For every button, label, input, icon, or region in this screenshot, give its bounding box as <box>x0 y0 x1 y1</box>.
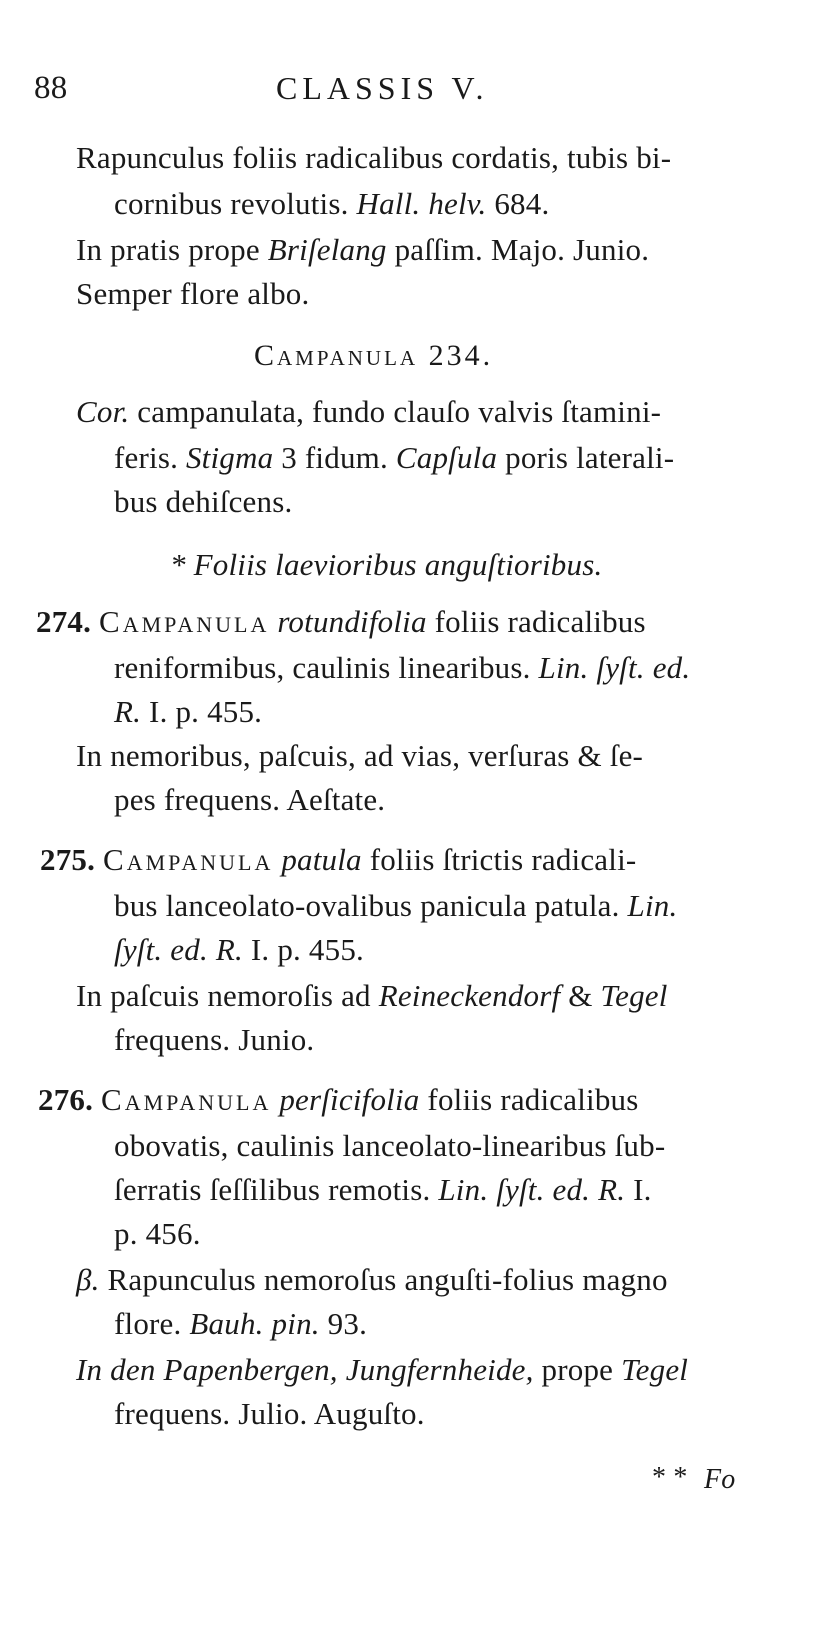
genus-description-line: feris. Stigma 3 fidum. Capſula poris laterali- <box>114 440 675 475</box>
habitat-line: In paſcuis nemoroſis ad Reineckendorf & Tegel <box>76 978 668 1013</box>
habitat-line: In pratis prope Briſelang paſſim. Majo. Junio. <box>76 232 650 267</box>
citation: Hall. helv. <box>356 186 487 221</box>
genus-name: Campanula <box>103 842 274 877</box>
entry-274-line: 274. Campanula rotundifolia foliis radicalibus <box>36 604 646 639</box>
entry-275-line: 275. Campanula patula foliis ſtrictis radicali- <box>40 842 637 877</box>
entry-274-line: R. I. p. 455. <box>114 694 263 729</box>
habitat-line: frequens. Junio. <box>114 1022 315 1057</box>
genus-name: Campanula <box>99 604 270 639</box>
citation: Lin. ſyſt. ed. R. <box>438 1172 626 1207</box>
entry-275-line: bus lanceolato-ovalibus panicula patula. Lin. <box>114 888 678 923</box>
genus-name: Campanula <box>101 1082 272 1117</box>
species-name: rotundifolia <box>277 604 427 639</box>
genus-description-line: bus dehiſcens. <box>114 484 293 519</box>
entry-number: 276. <box>38 1082 94 1117</box>
variety-line: β. Rapunculus nemoroſus anguſti-folius magno <box>76 1262 668 1297</box>
habitat-line: In nemoribus, paſcuis, ad vias, verſuras & ſe- <box>76 738 644 773</box>
signature-mark: * * <box>652 1462 688 1493</box>
entry-276-line: 276. Campanula perſicifolia foliis radicalibus <box>38 1082 639 1117</box>
variety-line: flore. Bauh. pin. 93. <box>114 1306 368 1341</box>
citation: Bauh. pin. <box>189 1306 320 1341</box>
entry-number: 274. <box>36 604 92 639</box>
place-name: Briſelang <box>267 232 387 267</box>
place-name: Reineckendorf <box>378 978 561 1013</box>
place-name: Tegel <box>600 978 668 1013</box>
entry-text-line: Rapunculus foliis radicalibus cordatis, tubis bi- <box>76 140 672 175</box>
genus-description-line: Cor. campanulata, fundo clauſo valvis ſtamini- <box>76 394 662 429</box>
entry-number: 275. <box>40 842 96 877</box>
note-line: Semper flore albo. <box>76 276 310 311</box>
place-name: In den Papenbergen, Jungfernheide, <box>76 1352 534 1387</box>
entry-276-line: ſerratis ſeſſilibus remotis. Lin. ſyſt. ed. R. I. <box>114 1172 652 1207</box>
citation: ſyſt. ed. R. <box>114 932 243 967</box>
entry-274-line: reniformibus, caulinis linearibus. Lin. ſyſt. ed. <box>114 650 691 685</box>
species-name: patula <box>281 842 362 877</box>
place-name: Tegel <box>621 1352 689 1387</box>
catchword: Fo <box>704 1464 736 1495</box>
citation: Lin. ſyſt. ed. <box>538 650 691 685</box>
section-heading: * Foliis laevioribus anguſtioribus. <box>170 547 603 582</box>
page-number: 88 <box>34 70 68 106</box>
variety-mark: β. <box>76 1262 100 1297</box>
entry-275-line: ſyſt. ed. R. I. p. 455. <box>114 932 364 967</box>
entry-276-line: obovatis, caulinis lanceolato-linearibus ſub- <box>114 1128 666 1163</box>
species-name: perſicifolia <box>279 1082 420 1117</box>
entry-276-line: p. 456. <box>114 1216 201 1251</box>
citation: Lin. <box>627 888 678 923</box>
habitat-line: frequens. Julio. Auguſto. <box>114 1396 425 1431</box>
habitat-line: pes frequens. Aeſtate. <box>114 782 386 817</box>
habitat-line: In den Papenbergen, Jungfernheide, prope Tegel <box>76 1352 689 1387</box>
genus-heading: Campanula 234. <box>254 339 494 372</box>
running-title: CLASSIS V. <box>276 70 489 106</box>
entry-text-line: cornibus revolutis. Hall. helv. 684. <box>114 186 550 221</box>
